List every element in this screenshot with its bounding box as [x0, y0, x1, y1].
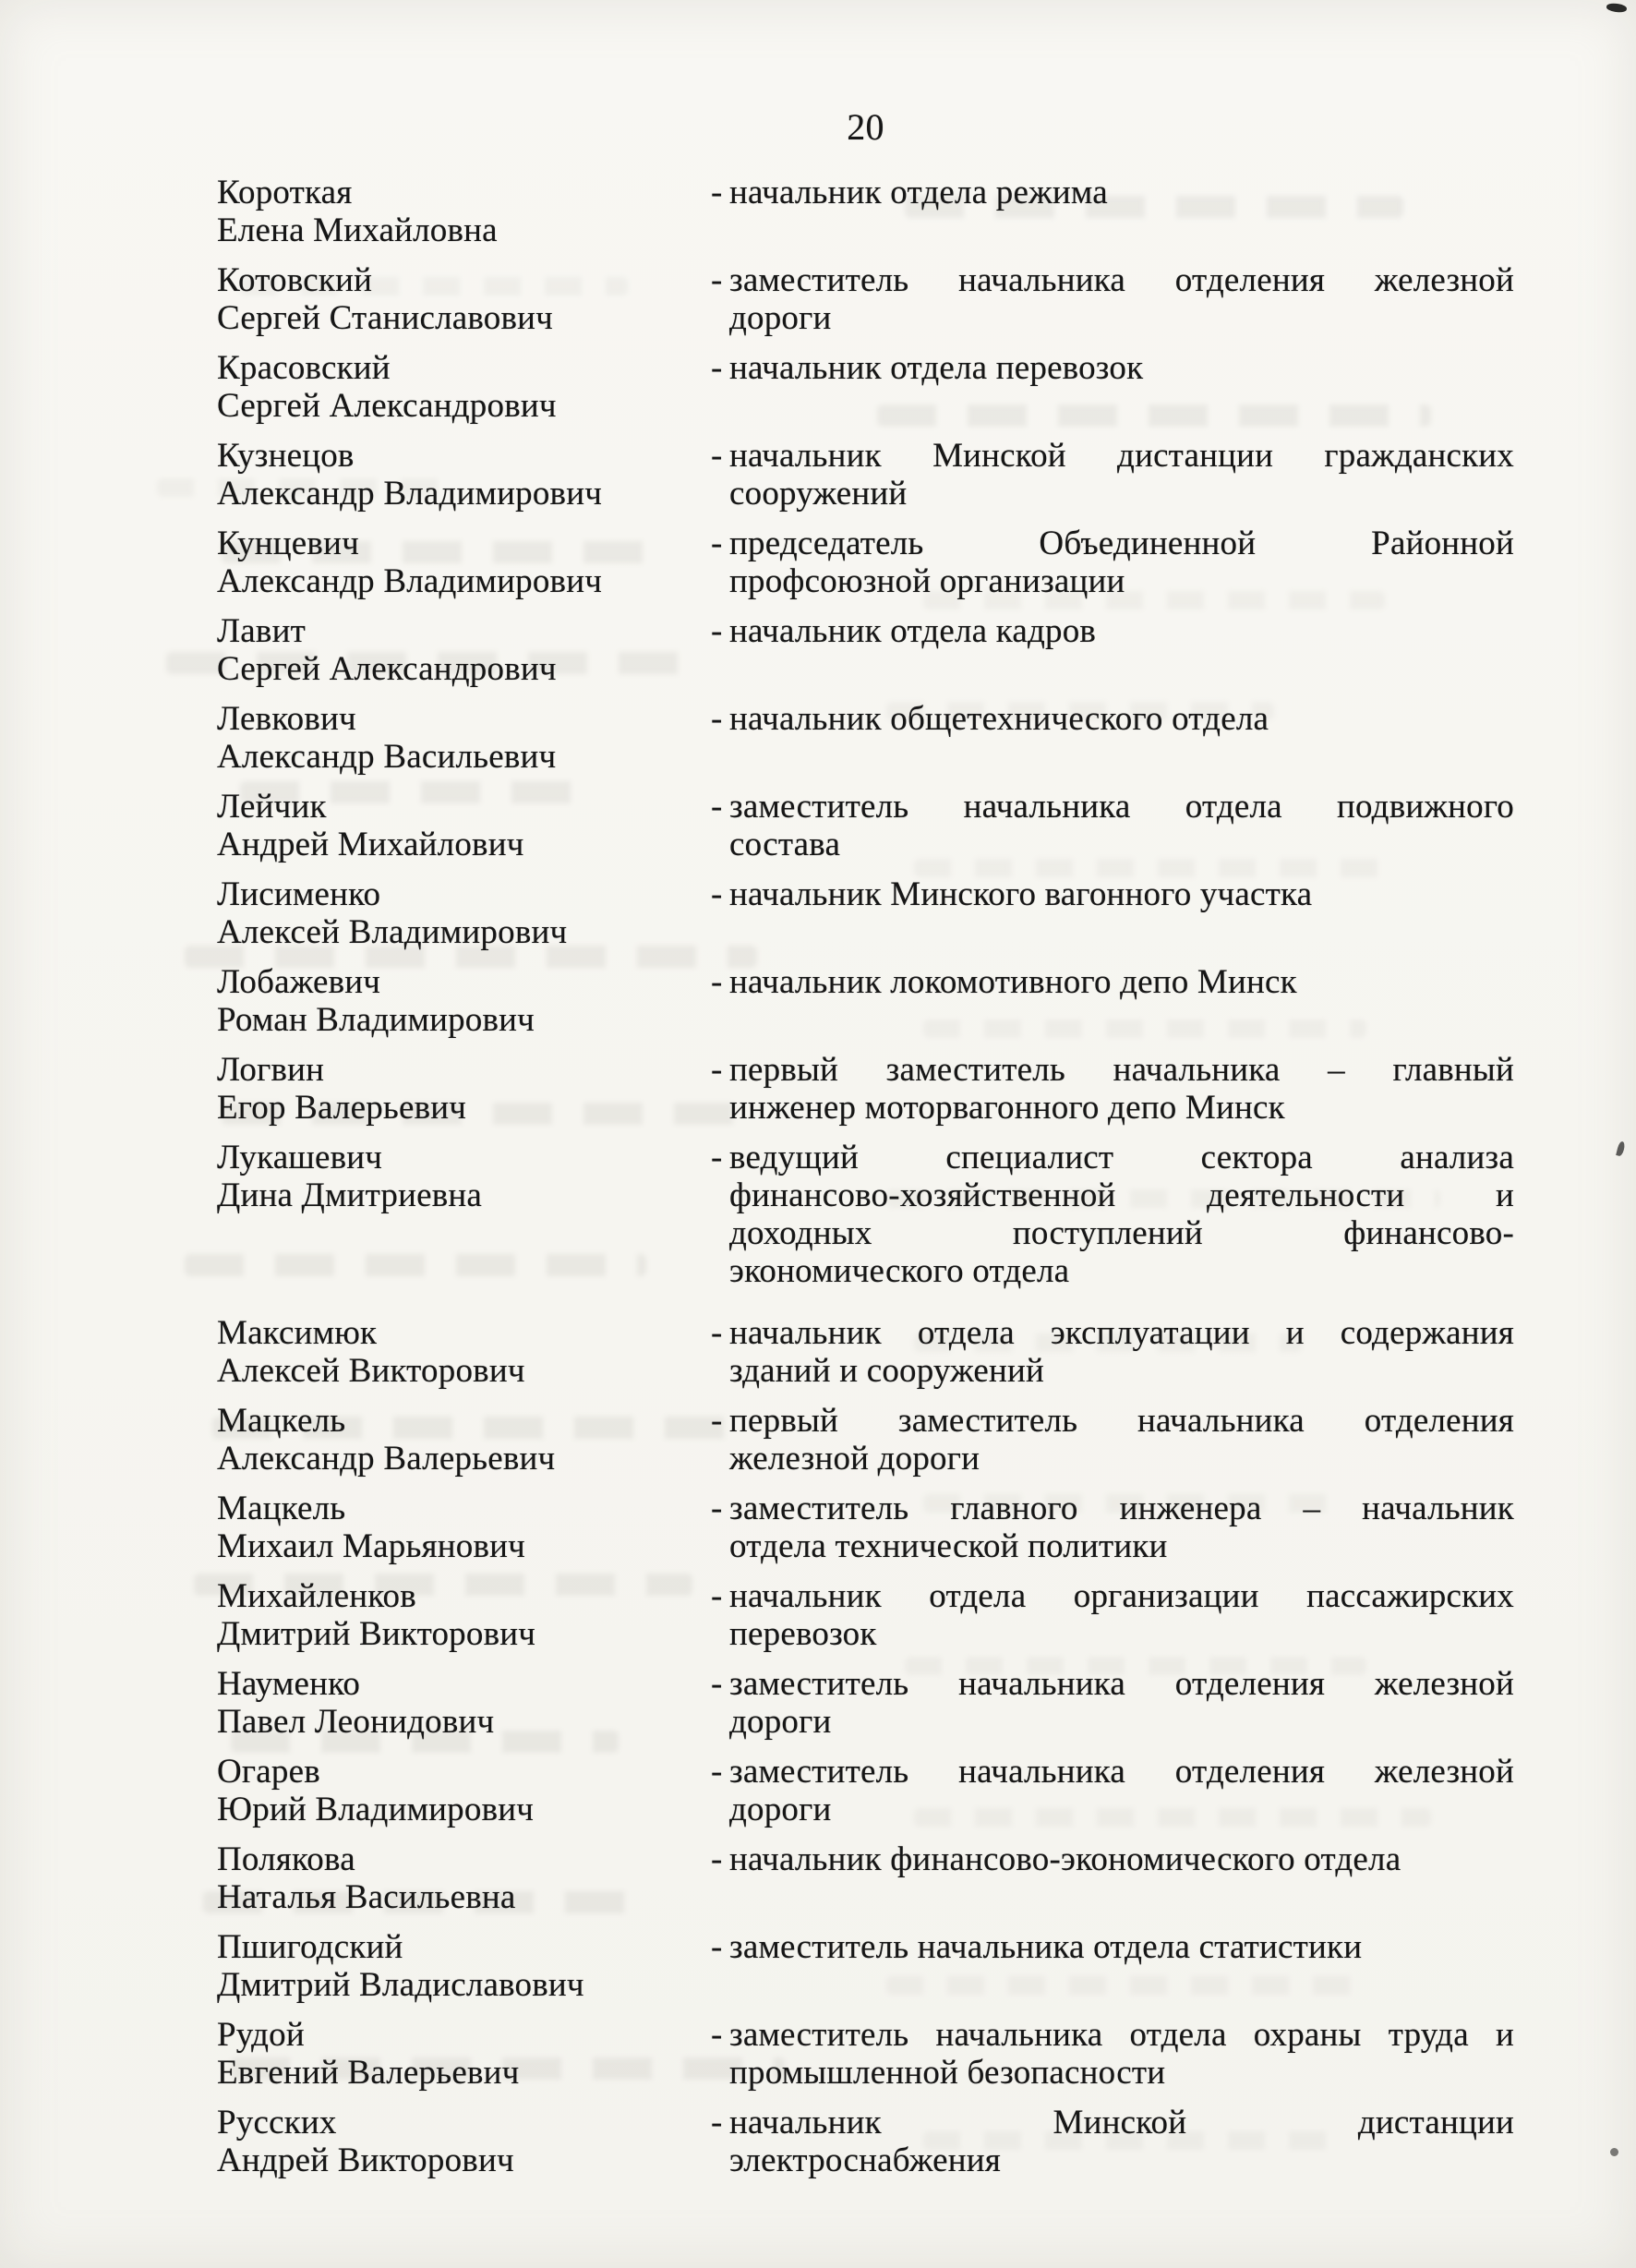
person-given-names: Андрей Викторович: [217, 2141, 514, 2179]
position-lines: [729, 963, 1514, 1001]
position-line: дороги: [729, 1703, 832, 1741]
person-given-names: Александр Владимирович: [217, 562, 603, 600]
list-item: [217, 1753, 1514, 1828]
list-item: [217, 1577, 1514, 1653]
position-lines: [729, 1139, 1514, 1290]
person-position: [711, 700, 1514, 738]
list-item: [217, 1051, 1514, 1127]
list-item: [217, 261, 1514, 337]
position-lines: [729, 875, 1514, 913]
person-position: [711, 2016, 1514, 2092]
position-line: профсоюзной организации: [729, 562, 1125, 600]
list-item: [217, 1490, 1514, 1565]
position-lines: [729, 788, 1514, 863]
position-line: начальник отдела эксплуатации и содержания: [729, 1314, 1514, 1352]
person-name: [217, 875, 711, 951]
person-name: [217, 174, 711, 249]
dash-separator: -: [711, 261, 723, 299]
person-position: [711, 1139, 1514, 1290]
person-surname: Кузнецов: [217, 437, 355, 475]
position-line: заместитель начальника отделения железной: [729, 261, 1514, 299]
list-item: [217, 1928, 1514, 2004]
position-line: первый заместитель начальника – главный: [729, 1051, 1514, 1089]
person-surname: Мацкель: [217, 1402, 346, 1440]
list-item: [217, 700, 1514, 776]
position-line: состава: [729, 826, 841, 863]
dash-separator: -: [711, 1490, 723, 1527]
position-line: ведущий специалист сектора анализа: [729, 1139, 1514, 1176]
position-line: заместитель начальника отделения железной: [729, 1665, 1514, 1703]
dash-separator: -: [711, 1051, 723, 1089]
dash-separator: -: [711, 437, 723, 475]
person-position: [711, 1928, 1514, 1966]
person-position: [711, 349, 1514, 387]
position-line: начальник общетехнического отдела: [729, 700, 1269, 738]
position-line: финансово-хозяйственной деятельности и: [729, 1176, 1514, 1214]
person-given-names: Дина Дмитриевна: [217, 1176, 483, 1214]
person-surname: Мацкель: [217, 1490, 346, 1527]
person-name: [217, 1051, 711, 1127]
person-given-names: Андрей Михайлович: [217, 826, 524, 863]
person-given-names: Михаил Марьянович: [217, 1527, 525, 1565]
position-line: доходных поступлений финансово-: [729, 1214, 1514, 1252]
dash-separator: -: [711, 612, 723, 650]
dash-separator: -: [711, 1665, 723, 1703]
position-line: зданий и сооружений: [729, 1352, 1045, 1390]
dash-separator: -: [711, 963, 723, 1001]
position-line: начальник Минского вагонного участка: [729, 875, 1313, 913]
person-position: [711, 875, 1514, 913]
list-item: [217, 1402, 1514, 1478]
list-item: [217, 612, 1514, 688]
list-item: [217, 875, 1514, 951]
position-line: заместитель начальника отдела подвижного: [729, 788, 1514, 826]
person-surname: Науменко: [217, 1665, 361, 1703]
position-lines: [729, 1402, 1514, 1478]
dash-separator: -: [711, 700, 723, 738]
position-line: первый заместитель начальника отделения: [729, 1402, 1514, 1440]
dash-separator: -: [711, 1314, 723, 1352]
list-item: [217, 1314, 1514, 1390]
list-item: [217, 2104, 1514, 2179]
person-surname: Максимюк: [217, 1314, 378, 1352]
person-given-names: Егор Валерьевич: [217, 1089, 467, 1127]
person-surname: Лавит: [217, 612, 306, 650]
person-surname: Рудой: [217, 2016, 305, 2054]
dash-separator: -: [711, 1753, 723, 1791]
dash-separator: -: [711, 1139, 723, 1176]
position-line: начальник отдела кадров: [729, 612, 1097, 650]
dash-separator: -: [711, 1928, 723, 1966]
dash-separator: -: [711, 525, 723, 562]
position-line: начальник финансово-экономического отдела: [729, 1840, 1401, 1878]
person-given-names: Павел Леонидович: [217, 1703, 495, 1741]
person-given-names: Александр Владимирович: [217, 475, 603, 513]
position-lines: [729, 1928, 1514, 1966]
person-surname: Русских: [217, 2104, 337, 2141]
person-position: [711, 612, 1514, 650]
position-line: перевозок: [729, 1615, 877, 1653]
dash-separator: -: [711, 788, 723, 826]
position-line: председатель Объединенной Районной: [729, 525, 1514, 562]
dash-separator: -: [711, 1840, 723, 1878]
position-line: отдела технической политики: [729, 1527, 1168, 1565]
person-surname: Огарев: [217, 1753, 320, 1791]
person-surname: Лисименко: [217, 875, 381, 913]
person-given-names: Дмитрий Владиславович: [217, 1966, 584, 2004]
list-item: [217, 2016, 1514, 2092]
person-name: [217, 1139, 711, 1214]
person-surname: Пшигодский: [217, 1928, 403, 1966]
person-given-names: Алексей Владимирович: [217, 913, 568, 951]
person-surname: Полякова: [217, 1840, 355, 1878]
position-lines: [729, 349, 1514, 387]
person-name: [217, 1753, 711, 1828]
position-lines: [729, 700, 1514, 738]
position-lines: [729, 437, 1514, 513]
person-position: [711, 963, 1514, 1001]
person-name: [217, 437, 711, 513]
position-line: заместитель главного инженера – начальник: [729, 1490, 1514, 1527]
person-name: [217, 2104, 711, 2179]
list-item: [217, 963, 1514, 1039]
position-lines: [729, 1577, 1514, 1653]
position-line: дороги: [729, 299, 832, 337]
person-name: [217, 963, 711, 1039]
person-given-names: Сергей Станиславович: [217, 299, 553, 337]
person-position: [711, 1051, 1514, 1127]
person-position: [711, 1577, 1514, 1653]
list-item: [217, 1139, 1514, 1290]
position-line: начальник Минской дистанции гражданских: [729, 437, 1514, 475]
position-line: начальник отдела перевозок: [729, 349, 1144, 387]
person-surname: Левкович: [217, 700, 356, 738]
position-line: дороги: [729, 1791, 832, 1828]
position-line: экономического отдела: [729, 1252, 1070, 1290]
position-line: заместитель начальника отделения железной: [729, 1753, 1514, 1791]
person-surname: Котовский: [217, 261, 373, 299]
person-given-names: Александр Валерьевич: [217, 1440, 556, 1478]
person-position: [711, 1490, 1514, 1565]
list-item: [217, 174, 1514, 249]
position-lines: [729, 1490, 1514, 1565]
person-position: [711, 525, 1514, 600]
person-given-names: Юрий Владимирович: [217, 1791, 535, 1828]
person-position: [711, 788, 1514, 863]
person-position: [711, 1314, 1514, 1390]
list-item: [217, 349, 1514, 425]
page-number: 20: [847, 106, 884, 148]
position-line: заместитель начальника отдела охраны труда и: [729, 2016, 1514, 2054]
person-name: [217, 1577, 711, 1653]
person-name: [217, 525, 711, 600]
position-line: железной дороги: [729, 1440, 980, 1478]
dash-separator: -: [711, 349, 723, 387]
position-lines: [729, 1840, 1514, 1878]
dash-separator: -: [711, 1577, 723, 1615]
person-name: [217, 1928, 711, 2004]
person-position: [711, 1753, 1514, 1828]
person-given-names: Дмитрий Викторович: [217, 1615, 536, 1653]
person-given-names: Сергей Александрович: [217, 650, 557, 688]
dash-separator: -: [711, 174, 723, 211]
person-surname: Короткая: [217, 174, 353, 211]
person-name: [217, 612, 711, 688]
person-surname: Лобажевич: [217, 963, 381, 1001]
person-position: [711, 1665, 1514, 1741]
position-line: инженер моторвагонного депо Минск: [729, 1089, 1285, 1127]
person-name: [217, 1665, 711, 1741]
person-name: [217, 788, 711, 863]
dash-separator: -: [711, 2104, 723, 2141]
position-lines: [729, 1051, 1514, 1127]
position-line: сооружений: [729, 475, 908, 513]
dash-separator: -: [711, 1402, 723, 1440]
position-lines: [729, 2104, 1514, 2179]
position-lines: [729, 1314, 1514, 1390]
position-line: начальник отдела режима: [729, 174, 1108, 211]
person-name: [217, 349, 711, 425]
person-name: [217, 2016, 711, 2092]
person-surname: Логвин: [217, 1051, 325, 1089]
person-name: [217, 261, 711, 337]
list-item: [217, 437, 1514, 513]
person-name: [217, 1314, 711, 1390]
person-given-names: Роман Владимирович: [217, 1001, 535, 1039]
dash-separator: -: [711, 2016, 723, 2054]
list-item: [217, 1665, 1514, 1741]
position-lines: [729, 174, 1514, 211]
list-item: [217, 525, 1514, 600]
position-lines: [729, 612, 1514, 650]
position-line: электроснабжения: [729, 2141, 1001, 2179]
person-position: [711, 2104, 1514, 2179]
person-surname: Михайленков: [217, 1577, 416, 1615]
position-line: начальник локомотивного депо Минск: [729, 963, 1297, 1001]
person-surname: Лукашевич: [217, 1139, 383, 1176]
person-surname: Лейчик: [217, 788, 327, 826]
position-lines: [729, 1753, 1514, 1828]
person-name: [217, 1490, 711, 1565]
person-position: [711, 437, 1514, 513]
dash-separator: -: [711, 875, 723, 913]
person-given-names: Евгений Валерьевич: [217, 2054, 520, 2092]
person-name: [217, 700, 711, 776]
position-line: начальник Минской дистанции: [729, 2104, 1514, 2141]
person-surname: Красовский: [217, 349, 391, 387]
position-lines: [729, 1665, 1514, 1741]
person-position: [711, 261, 1514, 337]
personnel-list: [217, 174, 1514, 2179]
list-item: [217, 1840, 1514, 1916]
person-given-names: Алексей Викторович: [217, 1352, 525, 1390]
position-line: начальник отдела организации пассажирских: [729, 1577, 1514, 1615]
person-given-names: Сергей Александрович: [217, 387, 557, 425]
person-surname: Кунцевич: [217, 525, 359, 562]
person-given-names: Наталья Васильевна: [217, 1878, 516, 1916]
position-lines: [729, 261, 1514, 337]
person-name: [217, 1402, 711, 1478]
person-position: [711, 174, 1514, 211]
position-line: заместитель начальника отдела статистики: [729, 1928, 1363, 1966]
position-lines: [729, 525, 1514, 600]
person-position: [711, 1402, 1514, 1478]
person-name: [217, 1840, 711, 1916]
position-lines: [729, 2016, 1514, 2092]
list-item: [217, 788, 1514, 863]
person-given-names: Елена Михайловна: [217, 211, 498, 249]
position-line: промышленной безопасности: [729, 2054, 1166, 2092]
person-position: [711, 1840, 1514, 1878]
person-given-names: Александр Васильевич: [217, 738, 557, 776]
